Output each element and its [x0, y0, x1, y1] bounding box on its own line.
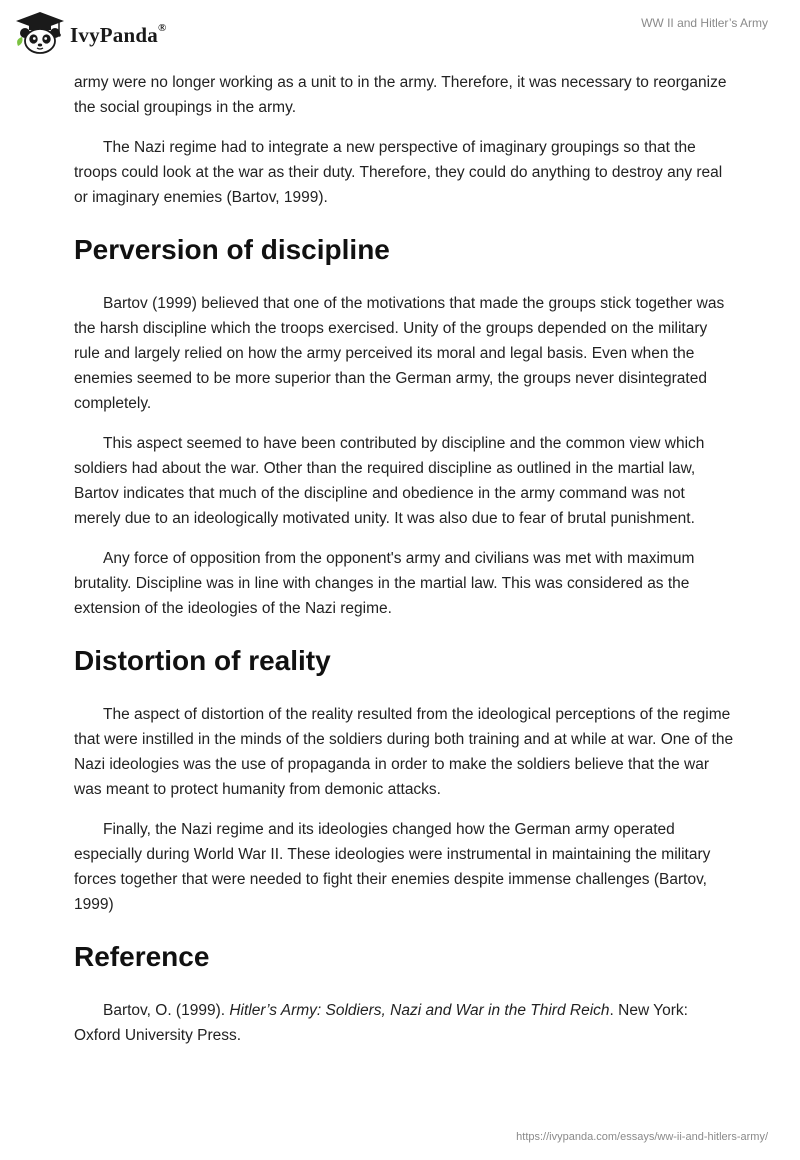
section-heading-reference: Reference: [74, 941, 210, 972]
page-header: [0, 0, 800, 70]
paragraph: Any force of opposition from the opponent's army and civilians was met with maximum brutality. Discipline was in line with changes in the martial law. This was considered as the extension of the ideologies of the Nazi regime.: [74, 550, 695, 617]
reference-publisher: . New York: Oxford University Press.: [74, 1002, 688, 1044]
section-heading-distortion-of-reality: Distortion of reality: [74, 645, 331, 676]
paragraph: Finally, the Nazi regime and its ideologies changed how the German army operated especially during World War II. These ideologies were instrumental in maintaining the military forces together that were needed to fight their enemies despite immense challenges (Bartov, 1999): [74, 821, 711, 913]
paragraph: army were no longer working as a unit to in the army. Therefore, it was necessary to reorganize the social groupings in the army.: [74, 74, 727, 116]
panda-graduation-cap-icon: [14, 10, 66, 56]
registered-mark: ®: [157, 21, 167, 34]
brand-name: IvyPanda®: [70, 21, 167, 47]
reference-entry: [74, 998, 734, 1048]
essay-body: [74, 70, 734, 1063]
footer-url-link[interactable]: https://ivypanda.com/essays/ww-ii-and-hitlers-army/: [516, 1131, 768, 1143]
reference-author: Bartov, O. (1999).: [103, 1002, 230, 1019]
paragraph: The Nazi regime had to integrate a new perspective of imaginary groupings so that the troops could look at the war as their duty. Therefore, they could do anything to destroy any real or imaginary enemies (Bartov, 1999).: [74, 139, 723, 206]
paragraph: Bartov (1999) believed that one of the motivations that made the groups stick together was the harsh discipline which the troops exercised. Unity of the groups depended on the military rule and largely relied on how the army perceived its moral and legal basis. Even when the enemies seemed to be more superior than the German army, the groups never disintegrated completely.: [74, 295, 725, 412]
section-heading-perversion-of-discipline: Perversion of discipline: [74, 234, 390, 265]
reference-title: Hitler’s Army: Soldiers, Nazi and War in the Third Reich: [229, 1002, 610, 1019]
paragraph: The aspect of distortion of the reality resulted from the ideological perceptions of the regime that were instilled in the minds of the soldiers during both training and at while at war. One of the Nazi ideologies was the use of propaganda in order to make the soldiers believe that the war was meant to protect humanity from demonic attacks.: [74, 706, 734, 798]
running-title: WW II and Hitler’s Army: [641, 16, 768, 30]
paragraph: This aspect seemed to have been contributed by discipline and the common view which soldiers had about the war. Other than the required discipline as outlined in the martial law, Bartov indicates that much of the discipline and obedience in the army command was not merely due to an ideologically motivated unity. It was also due to fear of brutal punishment.: [74, 435, 705, 527]
ivypanda-logo[interactable]: [14, 10, 166, 56]
